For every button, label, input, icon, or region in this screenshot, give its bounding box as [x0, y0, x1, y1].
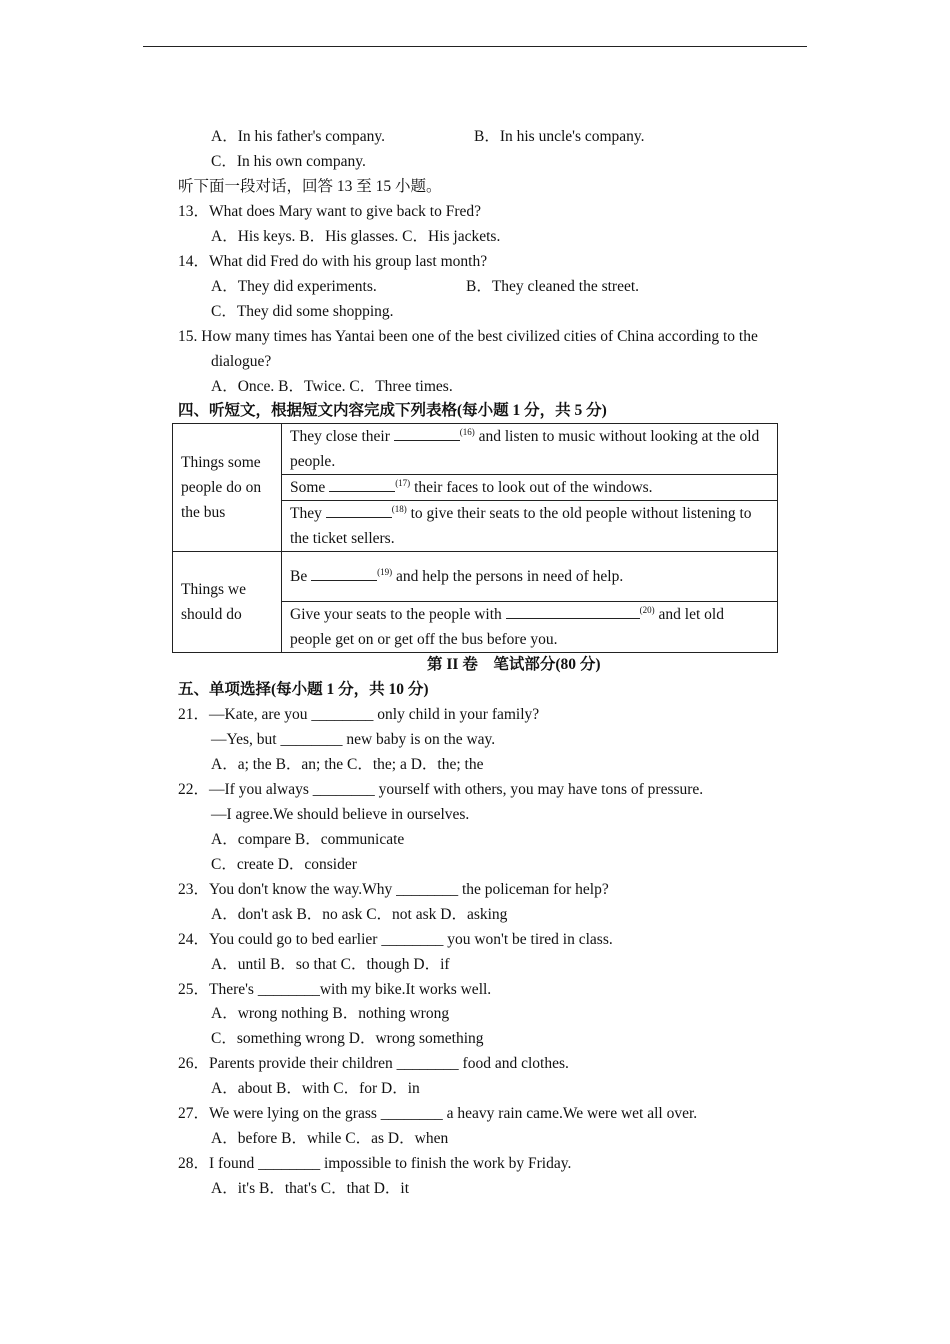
- blank-19[interactable]: [311, 567, 377, 581]
- listening-table: [172, 423, 778, 653]
- q13-options: A．His keys. B．His glasses. C．His jackets.: [211, 228, 501, 245]
- row-17: Some $^{(17)}$ their faces to look out of the windows.: [282, 475, 778, 501]
- q14-option-b: B．They cleaned the street.: [466, 278, 640, 295]
- blank-16[interactable]: [394, 427, 460, 441]
- row-19: Be $^{(19)}$ and help the persons in need of help.: [282, 552, 778, 602]
- q12-option-a: A．In his father's company.: [211, 128, 385, 145]
- q15-stem-line1: 15. How many times has Yantai been one of the best civilized cities of China according to the: [178, 328, 758, 345]
- q14-option-a: A．They did experiments.: [211, 278, 377, 295]
- q23-stem: 23．You don't know the way.Why ________ the policeman for help?: [178, 881, 609, 898]
- q21-options: A．a; the B．an; the C．the; a D．the; the: [211, 756, 484, 773]
- blank-20[interactable]: [506, 605, 640, 619]
- q26-stem: 26．Parents provide their children ________ food and clothes.: [178, 1055, 569, 1072]
- q28-options: A．it's B．that's C．that D．it: [211, 1180, 410, 1197]
- section-instruction: 听下面一段对话，回答 13 至 15 小题。: [178, 178, 442, 195]
- q21-line2: —Yes, but ________ new baby is on the way.: [211, 731, 496, 748]
- q12-option-b: B．In his uncle's company.: [474, 128, 645, 145]
- q25-stem: 25．There's ________with my bike.It works well.: [178, 981, 492, 998]
- blank-17[interactable]: [329, 478, 395, 492]
- q14-option-c: C．They did some shopping.: [211, 303, 394, 320]
- q26-options: A．about B．with C．for D．in: [211, 1080, 420, 1097]
- q12-option-c: C．In his own company.: [211, 153, 366, 170]
- q25-options-1: A．wrong nothing B．nothing wrong: [211, 1005, 450, 1022]
- q22-line2: —I agree.We should believe in ourselves.: [211, 806, 470, 823]
- q22-line1: 22．—If you always ________ yourself with others, you may have tons of pressure.: [178, 781, 704, 798]
- row-20: Give your seats to the people with $^{(20)}$ and let old people get on or get off the bus before you.: [282, 602, 778, 653]
- q14-stem: 14．What did Fred do with his group last month?: [178, 253, 488, 270]
- q15-stem-line2: dialogue?: [211, 353, 272, 370]
- q24-stem: 24．You could go to bed earlier ________ you won't be tired in class.: [178, 931, 613, 948]
- section4-title: 四、听短文，根据短文内容完成下列表格(每小题 1 分，共 5 分): [178, 402, 607, 419]
- q24-options: A．until B．so that C．though D．if: [211, 956, 450, 973]
- section5-title: 五、单项选择(每小题 1 分，共 10 分): [178, 681, 429, 698]
- q15-options: A．Once. B．Twice. C．Three times.: [211, 378, 453, 395]
- group1-label: Things some people do on the bus: [173, 424, 282, 552]
- q21-line1: 21．—Kate, are you ________ only child in your family?: [178, 706, 540, 723]
- blank-18[interactable]: [326, 504, 392, 518]
- q22-options-2: C．create D．consider: [211, 856, 357, 873]
- row-16: They close their $^{(16)}$ and listen to music without looking at the old people.: [282, 424, 778, 475]
- q27-options: A．before B．while C．as D．when: [211, 1130, 449, 1147]
- group2-label: Things we should do: [173, 552, 282, 653]
- q27-stem: 27．We were lying on the grass ________ a heavy rain came.We were wet all over.: [178, 1105, 698, 1122]
- q23-options: A．don't ask B．no ask C．not ask D．asking: [211, 906, 508, 923]
- row-18: They $^{(18)}$ to give their seats to the old people without listening to the ticket sellers.: [282, 501, 778, 552]
- q13-stem: 13．What does Mary want to give back to Fred?: [178, 203, 482, 220]
- header-rule: [143, 46, 807, 47]
- q28-stem: 28．I found ________ impossible to finish the work by Friday.: [178, 1155, 572, 1172]
- part2-title: 第 II 卷 笔试部分(80 分): [427, 656, 601, 673]
- q22-options-1: A．compare B．communicate: [211, 831, 405, 848]
- q25-options-2: C．something wrong D．wrong something: [211, 1030, 484, 1047]
